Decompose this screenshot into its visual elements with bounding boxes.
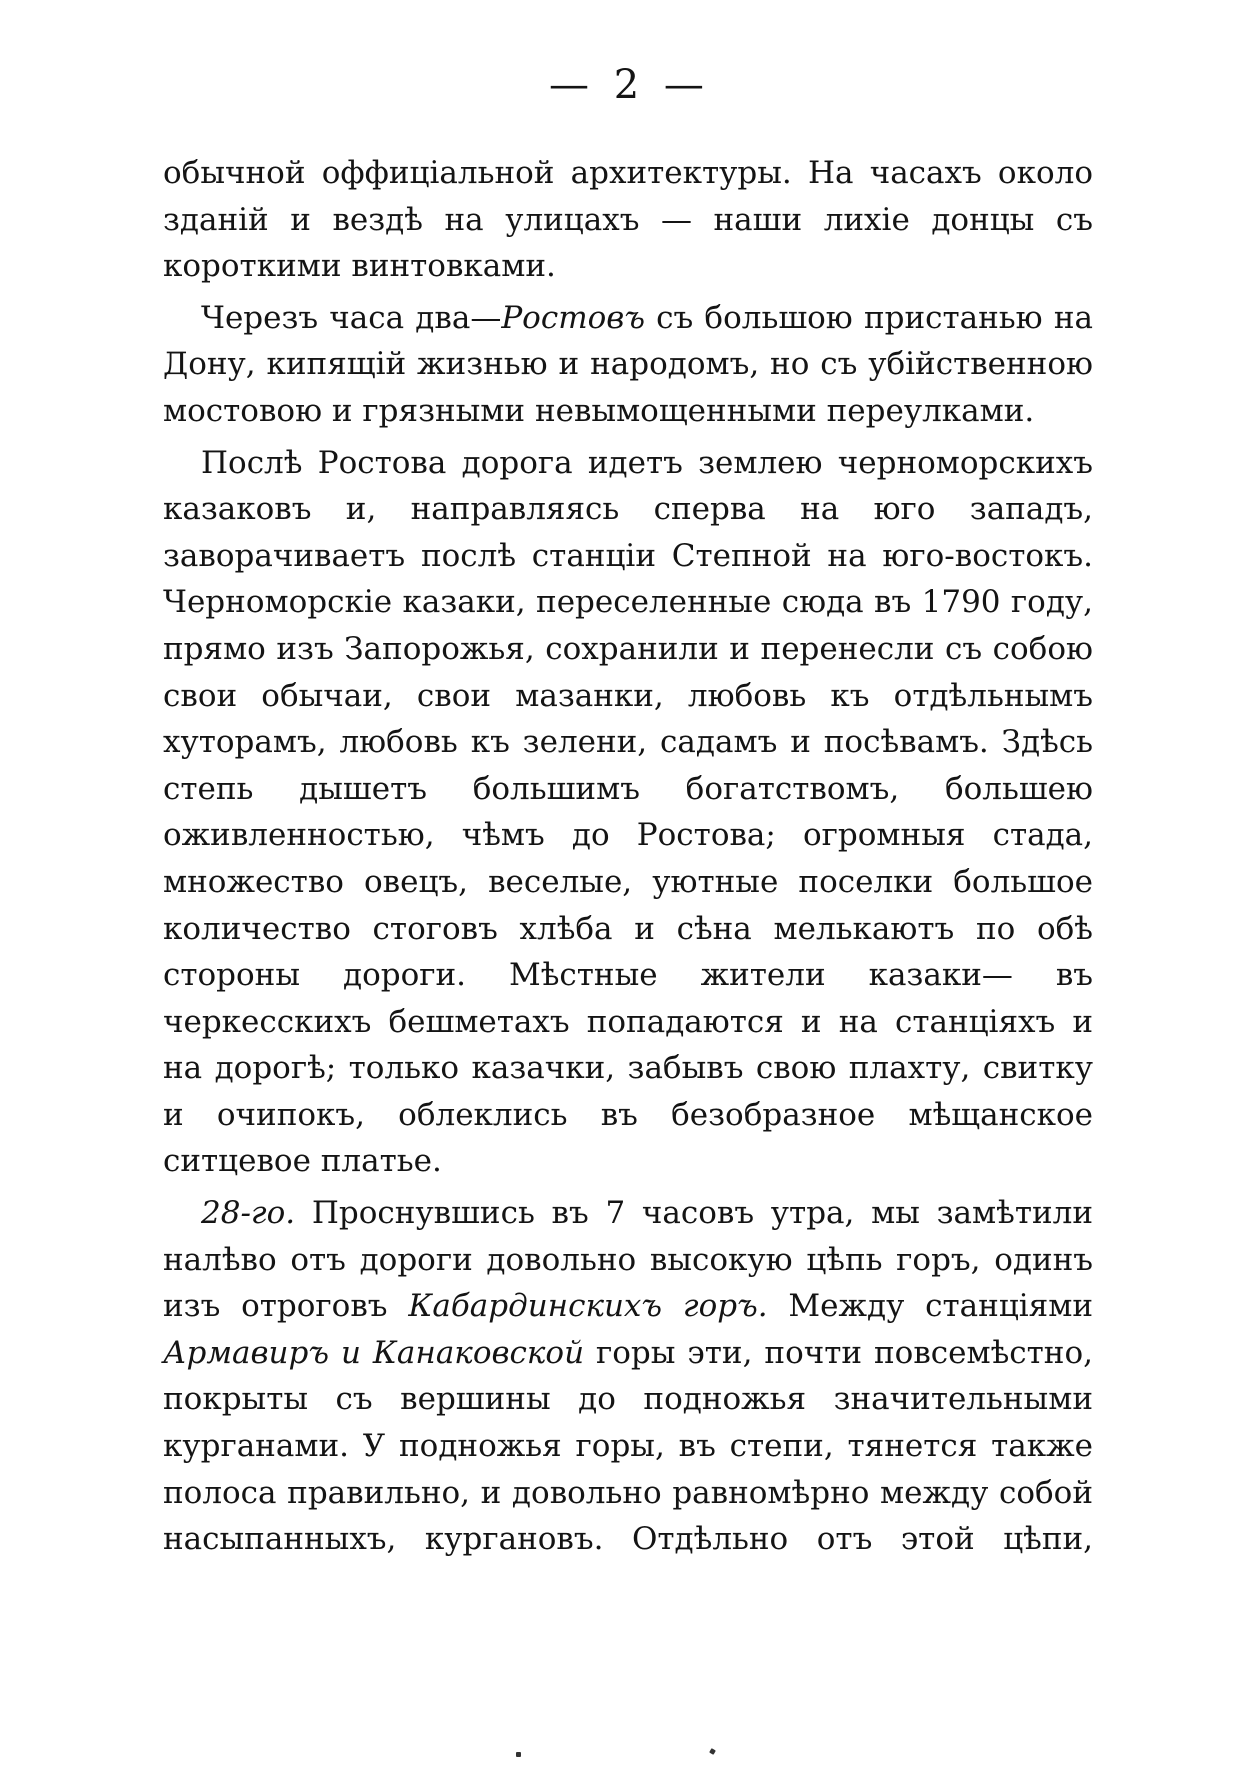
page-number: — 2 — [549, 62, 710, 108]
text-segment: съ большою пристанью на Дону, кипящій жизнью и народомъ, но съ убійственною мостовою и грязными невымощенными переулками. [163, 299, 1093, 429]
italic-text: Кабардинскихъ горъ. [408, 1288, 768, 1325]
paragraph [163, 440, 1093, 1186]
text-segment: Послѣ Ростова дорога идетъ землею черноморскихъ казаковъ и, направляясь сперва на юго западъ, заворачиваетъ послѣ станціи Степной на юго-востокъ. Черноморскіе казаки, переселенные сюда въ 1790 году, прямо изъ Запорожья, сохранили и перенесли съ собою свои обычаи, свои мазанки, любовь къ отдѣльнымъ хуторамъ, любовь къ зелени, садамъ и посѣвамъ. Здѣсь степь дышетъ большимъ богатствомъ, большею оживленностью, чѣмъ до Ростова; огромныя стада, множество овецъ, веселые, уютные поселки большое количество стоговъ хлѣба и сѣна мелькаютъ по обѣ стороны дороги. Мѣстные жители казаки— въ черкесскихъ бешметахъ попадаются и на станціяхъ и на дорогѣ; только казачки, забывъ свою плахту, свитку и очипокъ, облеклись въ безобразное мѣщанское ситцевое платье. [163, 444, 1093, 1180]
italic-text: Армавиръ и Канаковской [163, 1334, 585, 1371]
italic-text: 28-го. [201, 1195, 296, 1232]
text-segment: Черезъ часа два— [201, 299, 502, 336]
body-text [163, 150, 1093, 1568]
print-speck [709, 1748, 716, 1755]
text-segment: горы эти, почти повсемѣстно, покрыты съ вершины до подножья значительными курганами. У подножья горы, въ степи, тянется также полоса правильно, и довольно равномѣрно между собой насыпанныхъ, кургановъ. Отдѣльно отъ этой цѣпи, [163, 1334, 1093, 1558]
text-segment: Между станціями [767, 1288, 1094, 1325]
print-speck [516, 1752, 521, 1757]
paragraph [163, 295, 1093, 435]
text-segment: обычной оффиціальной архитектуры. На часахъ около зданій и вездѣ на улицахъ — наши лихіе донцы съ короткими винтовками. [163, 155, 1093, 285]
paragraph [163, 1190, 1093, 1563]
italic-text: Ростовъ [501, 299, 645, 336]
paragraph [163, 150, 1093, 290]
text-segment: Проснувшись въ 7 часовъ утра, мы замѣтили налѣво отъ дороги довольно высокую цѣпь горъ, одинъ изъ отроговъ [163, 1195, 1093, 1325]
